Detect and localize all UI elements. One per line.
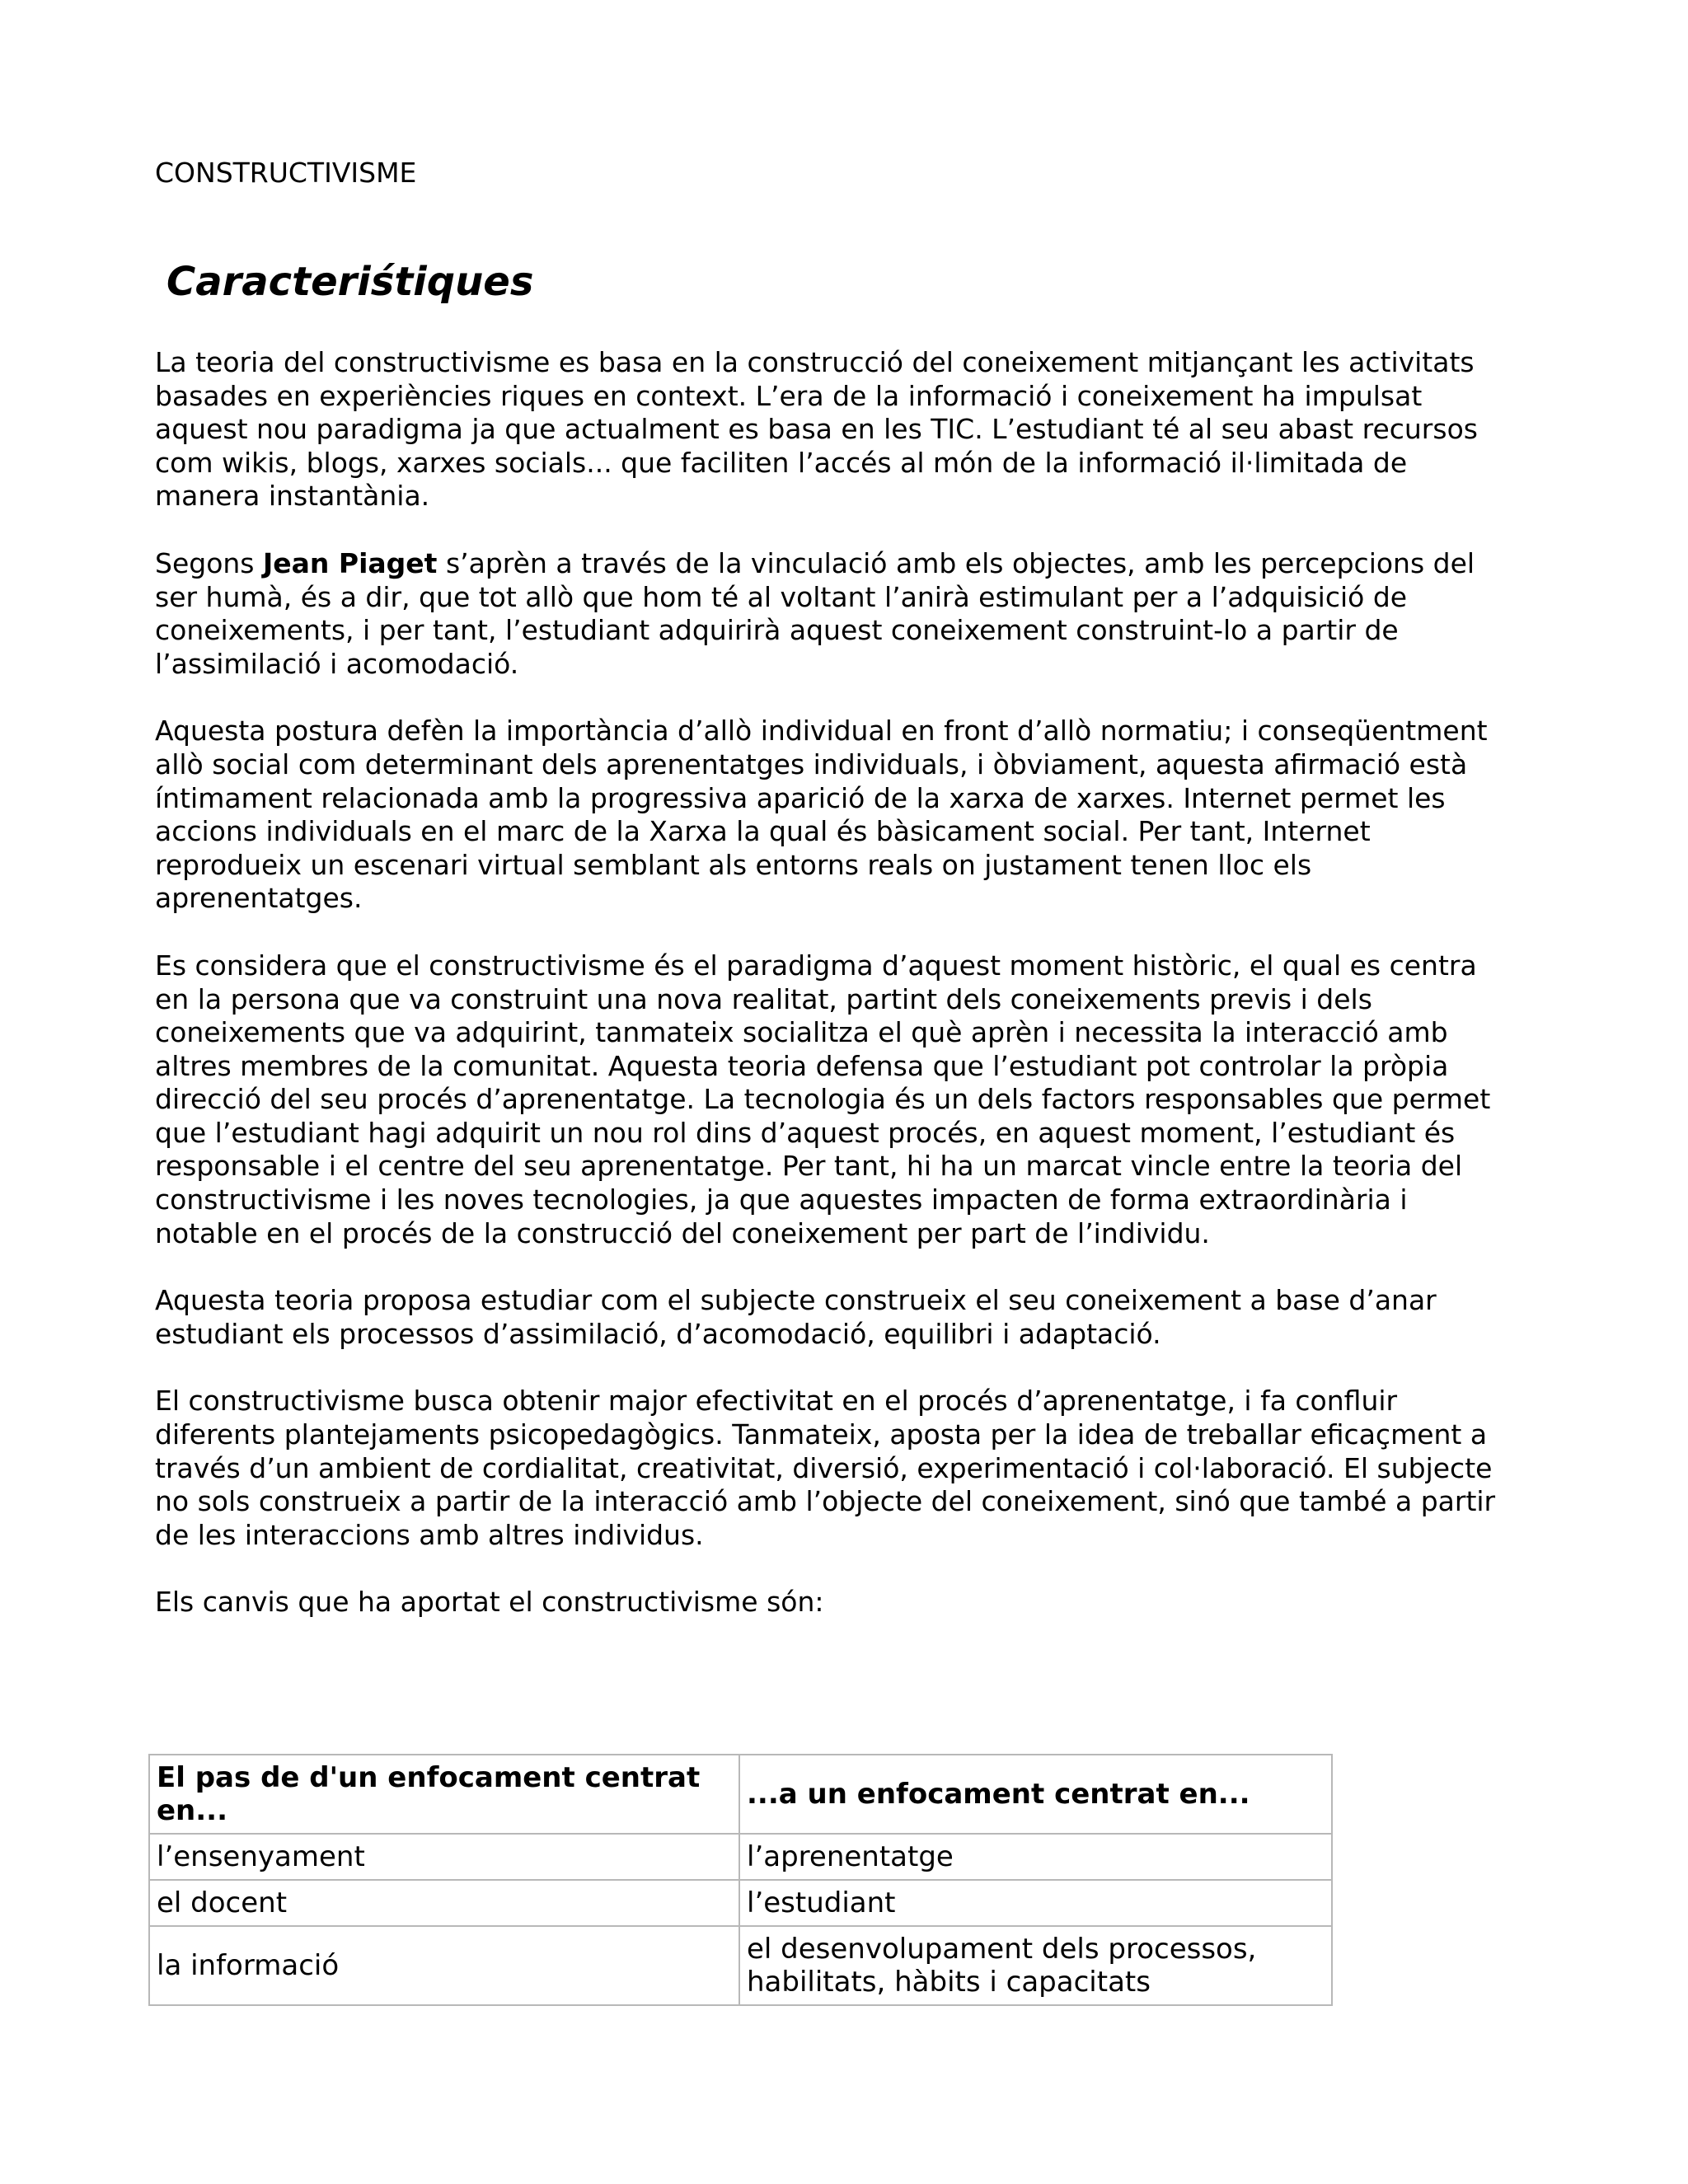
paragraph-intro: La teoria del constructivisme es basa en la construcció del coneixement mitjançant les activitats basades en experiències riques en context. L’era de la informació i coneixement ha impulsat aquest nou paradigma ja que actualment es basa en les TIC. L’estudiant té al seu abast recursos com wikis, blogs, xarxes socials... que faciliten l’accés al món de la informació il·limitada de manera instantània. — [155, 346, 1478, 513]
paragraph-postura: Aquesta postura defèn la importància d’allò individual en front d’allò normatiu; i conseqüentment allò social com determinant dels aprenentatges individuals, i òbviament, aquesta afirmació està íntimament relacionada amb la progressiva aparició de la xarxa de xarxes. Internet permet les accions individuals en el marc de la Xarxa la qual és bàsicament social. Per tant, Internet reprodueix un escenari virtual semblant als entorns reals on justament tenen lloc els aprenentatges. — [155, 715, 1488, 915]
table-row — [149, 1834, 1332, 1880]
paragraph-rest: s’aprèn a través de la vinculació amb els objectes, amb les percepcions del ser humà, és a dir, que tot allò que hom té al voltant l’anirà estimulant per a l’adquisició de coneixements, i per tant, l’estudiant adquirirà aquest coneixement construint-lo a partir de l’assimilació i acomodació. — [155, 546, 1475, 680]
paragraph-teoria: Aquesta teoria proposa estudiar com el subjecte construeix el seu coneixement a base d’anar estudiant els processos d’assimilació, d’acomodació, equilibri i adaptació. — [155, 1284, 1437, 1350]
table-cell: el desenvolupament dels processos, habilitats, hàbits i capacitats — [739, 1926, 1332, 2005]
author-name: Jean Piaget — [263, 546, 438, 579]
paragraph-piaget — [155, 547, 1540, 681]
table-row — [149, 1926, 1332, 2005]
paragraph-prefix: Segons — [155, 546, 263, 579]
table-row — [149, 1880, 1332, 1926]
table-header-cell: ...a un enfocament centrat en... — [739, 1755, 1332, 1834]
table-header-row — [149, 1755, 1332, 1834]
document-body — [155, 346, 1540, 1653]
paragraph-canvis: Els canvis que ha aportat el constructivisme són: — [155, 1586, 824, 1619]
table-header-cell: El pas de d'un enfocament centrat en... — [149, 1755, 739, 1834]
paragraph-efectivitat: El constructivisme busca obtenir major efectivitat en el procés d’aprenentatge, i fa confluir diferents plantejaments psicopedagògics. Tanmateix, aposta per la idea de treballar eficaçment a través d’un ambient de cordialitat, creativitat, diversió, experimentació i col·laboració. El subjecte no sols construeix a partir de la interacció amb l’objecte del coneixement, sinó que també a partir de les interaccions amb altres individus. — [155, 1385, 1496, 1551]
document-header: CONSTRUCTIVISME — [155, 157, 417, 189]
table-cell: l’ensenyament — [149, 1834, 739, 1880]
table-cell: l’estudiant — [739, 1880, 1332, 1926]
section-heading: Caracteriśtiques — [166, 259, 534, 305]
changes-table — [148, 1754, 1333, 2006]
paragraph-paradigma: Es considera que el constructivisme és el paradigma d’aquest moment històric, el qual es centra en la persona que va construint una nova realitat, partint dels coneixements previs i dels coneixements que va adquirint, tanmateix socialitza el què aprèn i necessita la interacció amb altres membres de la comunitat. Aquesta teoria defensa que l’estudiant pot controlar la pròpia direcció del seu procés d’aprenentatge. La tecnologia és un dels factors responsables que permet que l’estudiant hagi adquirit un nou rol dins d’aquest procés, en aquest moment, l’estudiant és responsable i el centre del seu aprenentatge. Per tant, hi ha un marcat vincle entre la teoria del constructivisme i les noves tecnologies, ja que aquestes impacten de forma extraordinària i notable en el procés de la construcció del coneixement per part de l’individu. — [155, 949, 1491, 1249]
table-cell: el docent — [149, 1880, 739, 1926]
table-cell: la informació — [149, 1926, 739, 2005]
table-cell: l’aprenentatge — [739, 1834, 1332, 1880]
